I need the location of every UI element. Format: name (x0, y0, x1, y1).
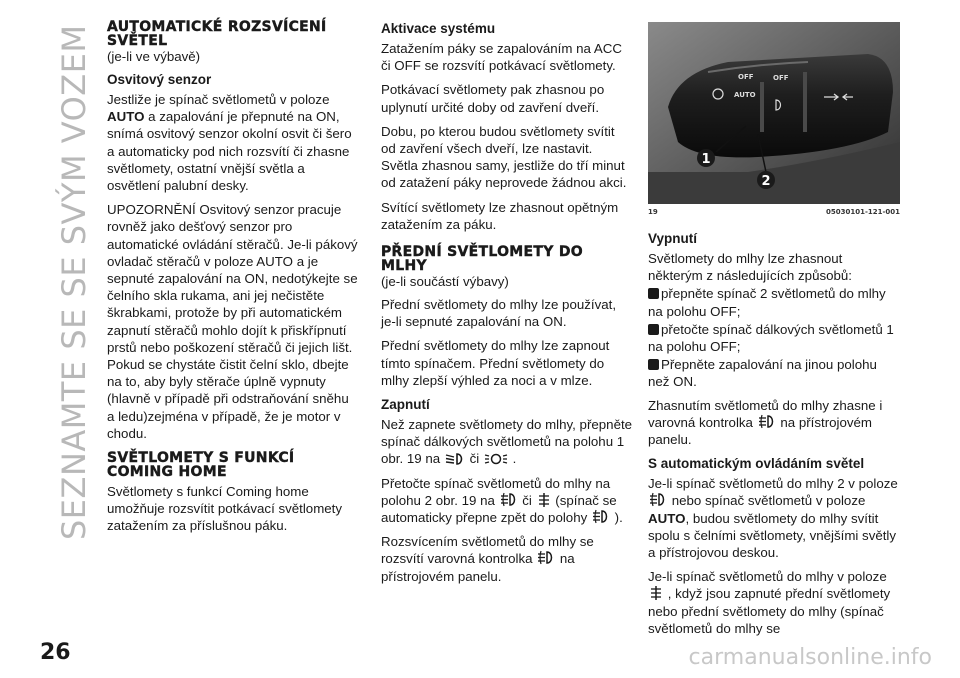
column-right (648, 230, 900, 644)
column-middle (381, 20, 633, 592)
coming-home-paragraph: Světlomety s funkcí Coming home umožňuje rozsvítit potkávací světlomety zatažením za příslušnou páku. (107, 484, 343, 534)
stalk-illustration (648, 22, 900, 204)
heading-front-fog-lights-subtitle: (je-li součástí výbavy) (381, 274, 509, 290)
front-fog-lamp-icon (500, 492, 518, 508)
stalk-label-off-1: OFF (738, 73, 754, 81)
activation-paragraph-4: Svítící světlomety lze zhasnout opětným zatažením za páku. (381, 199, 619, 232)
watermark: carmanualsonline.info (688, 645, 932, 670)
switch-off-title: Vypnutí (648, 231, 697, 246)
front-fog-lamp-icon (537, 550, 555, 566)
low-beam-icon (445, 452, 465, 466)
figure-number: 19 (648, 208, 658, 216)
switch-on-paragraph-1: Než zapnete světlomety do mlhy, přepněte spínač dálkových světlometů na polohu 1 obr. 19 na či . (381, 417, 633, 467)
sensor-title: Osvitový senzor (107, 72, 212, 87)
light-switch-stalk-photo (648, 22, 900, 204)
activation-title: Aktivace systému (381, 21, 496, 36)
figure-caption (648, 208, 900, 216)
fog-paragraph-1: Přední světlomety do mlhy lze používat, je-li sepnuté zapalování na ON. (381, 297, 617, 330)
auto-control-paragraph-1: Je-li spínač světlometů do mlhy 2 v poloze nebo spínač světlometů v poloze AUTO, budou světlomety do mlhy svítit spolu s čelními světlomety, vnějšími světly a přístrojovou deskou. (648, 476, 898, 561)
parking-lights-icon (484, 452, 508, 466)
sensor-paragraph-2: UPOZORNĚNÍ Osvitový senzor pracuje rovněž jako dešťový senzor pro automatické ovládání stěračů. Je-li pákový ovladač stěračů v poloze AUTO a je sepnuté zapalování na ON, nedotýkejte se čelního skla rukama, ani jej nečistěte škrabkami, protože by při automatickém zapnutí stěračů mohlo dojít k přiskřípnutí prstů nebo poškození stěračů či jejich lišt. Pokud se chystáte čistit čelní sklo, dbejte na to, aby byly stěrače úplně vypnuty (hlavně v případě při odstraňování sněhu a ledu)zejména v případě, že je motor v chodu. (107, 202, 358, 441)
heading-automatic-lights-subtitle: (je-li ve výbavě) (107, 49, 201, 64)
list-item: přetočte spínač dálkových světlometů 1 na polohu OFF; (648, 321, 894, 355)
activation-paragraph-2: Potkávací světlomety pak zhasnou po uplynutí určité doby od zavření dveří. (381, 82, 605, 115)
fog-light-switch-icon (649, 585, 663, 601)
heading-front-fog-lights: PŘEDNÍ SVĚTLOMETY DO MLHY (381, 244, 583, 275)
page-number: 26 (40, 640, 71, 665)
callout-2: 2 (761, 174, 771, 189)
switch-on-paragraph-2: Přetočte spínač světlometů do mlhy na polohu 2 obr. 19 na či (spínač se automaticky přepne zpět do polohy ). (381, 475, 623, 526)
side-section-title: SEZNAMTE SE SE SVÝM VOZEM (55, 24, 93, 540)
heading-coming-home: SVĚTLOMETY S FUNKCÍ COMING HOME (107, 450, 295, 481)
callout-1: 1 (701, 152, 711, 167)
switch-off-paragraph: Zhasnutím světlometů do mlhy zhasne i varovná kontrolka na přístrojovém panelu. (648, 397, 883, 448)
activation-paragraph-1: Zatažením páky se zapalováním na ACC či OFF se rozsvítí potkávací světlomety. (381, 41, 622, 74)
auto-control-title: S automatickým ovládáním světel (648, 456, 865, 472)
bullet-icon (648, 359, 659, 370)
list-item: přepněte spínač 2 světlometů do mlhy na polohu OFF; (648, 286, 886, 319)
bullet-icon (648, 324, 659, 335)
switch-on-paragraph-3: Rozsvícením světlometů do mlhy se rozsvítí varovná kontrolka na přístrojovém panelu. (381, 534, 594, 584)
sensor-paragraph-1: Jestliže je spínač světlometů v poloze AUTO a zapalování je přepnuté na ON, snímá osvitový senzor okolní osvit či šero a automaticky pod nich rozsvítí či zhasne světlomety, ostatní vnější světla a osvětlení palubní desky. (107, 92, 352, 194)
stalk-label-off-2: OFF (773, 74, 789, 82)
fog-light-switch-icon (537, 492, 551, 508)
stalk-label-auto: AUTO (734, 91, 756, 99)
front-fog-lamp-icon (758, 414, 776, 430)
fog-paragraph-2: Přední světlomety do mlhy lze zapnout tímto spínačem. Přední světlomety do mlhy zlepší výhled za noci a v mlze. (381, 338, 610, 388)
front-fog-lamp-icon (592, 509, 610, 525)
activation-paragraph-3: Dobu, po kterou budou světlomety svítit od zavření všech dveří, lze nastavit. Světla zhasnou samy, jestliže do tří minut od zatažení páky neprovede žádnou akci. (381, 123, 627, 191)
heading-automatic-lights: AUTOMATICKÉ ROZSVÍCENÍ SVĚTEL (107, 19, 327, 49)
switch-off-intro: Světlomety do mlhy lze zhasnout některým z následujících způsobů: (648, 251, 852, 284)
switch-on-title: Zapnutí (381, 397, 430, 413)
auto-control-paragraph-2: Je-li spínač světlometů do mlhy v poloze , když jsou zapnuté přední světlomety nebo přední světlomety do mlhy (spínač světlometů do mlhy se (648, 569, 891, 636)
front-fog-lamp-icon (649, 492, 667, 508)
list-item: Přepněte zapalování na jinou polohu než ON. (648, 357, 877, 390)
bullet-icon (648, 288, 659, 299)
figure-code: 05030101-121-001 (826, 208, 900, 216)
column-left (107, 20, 359, 542)
